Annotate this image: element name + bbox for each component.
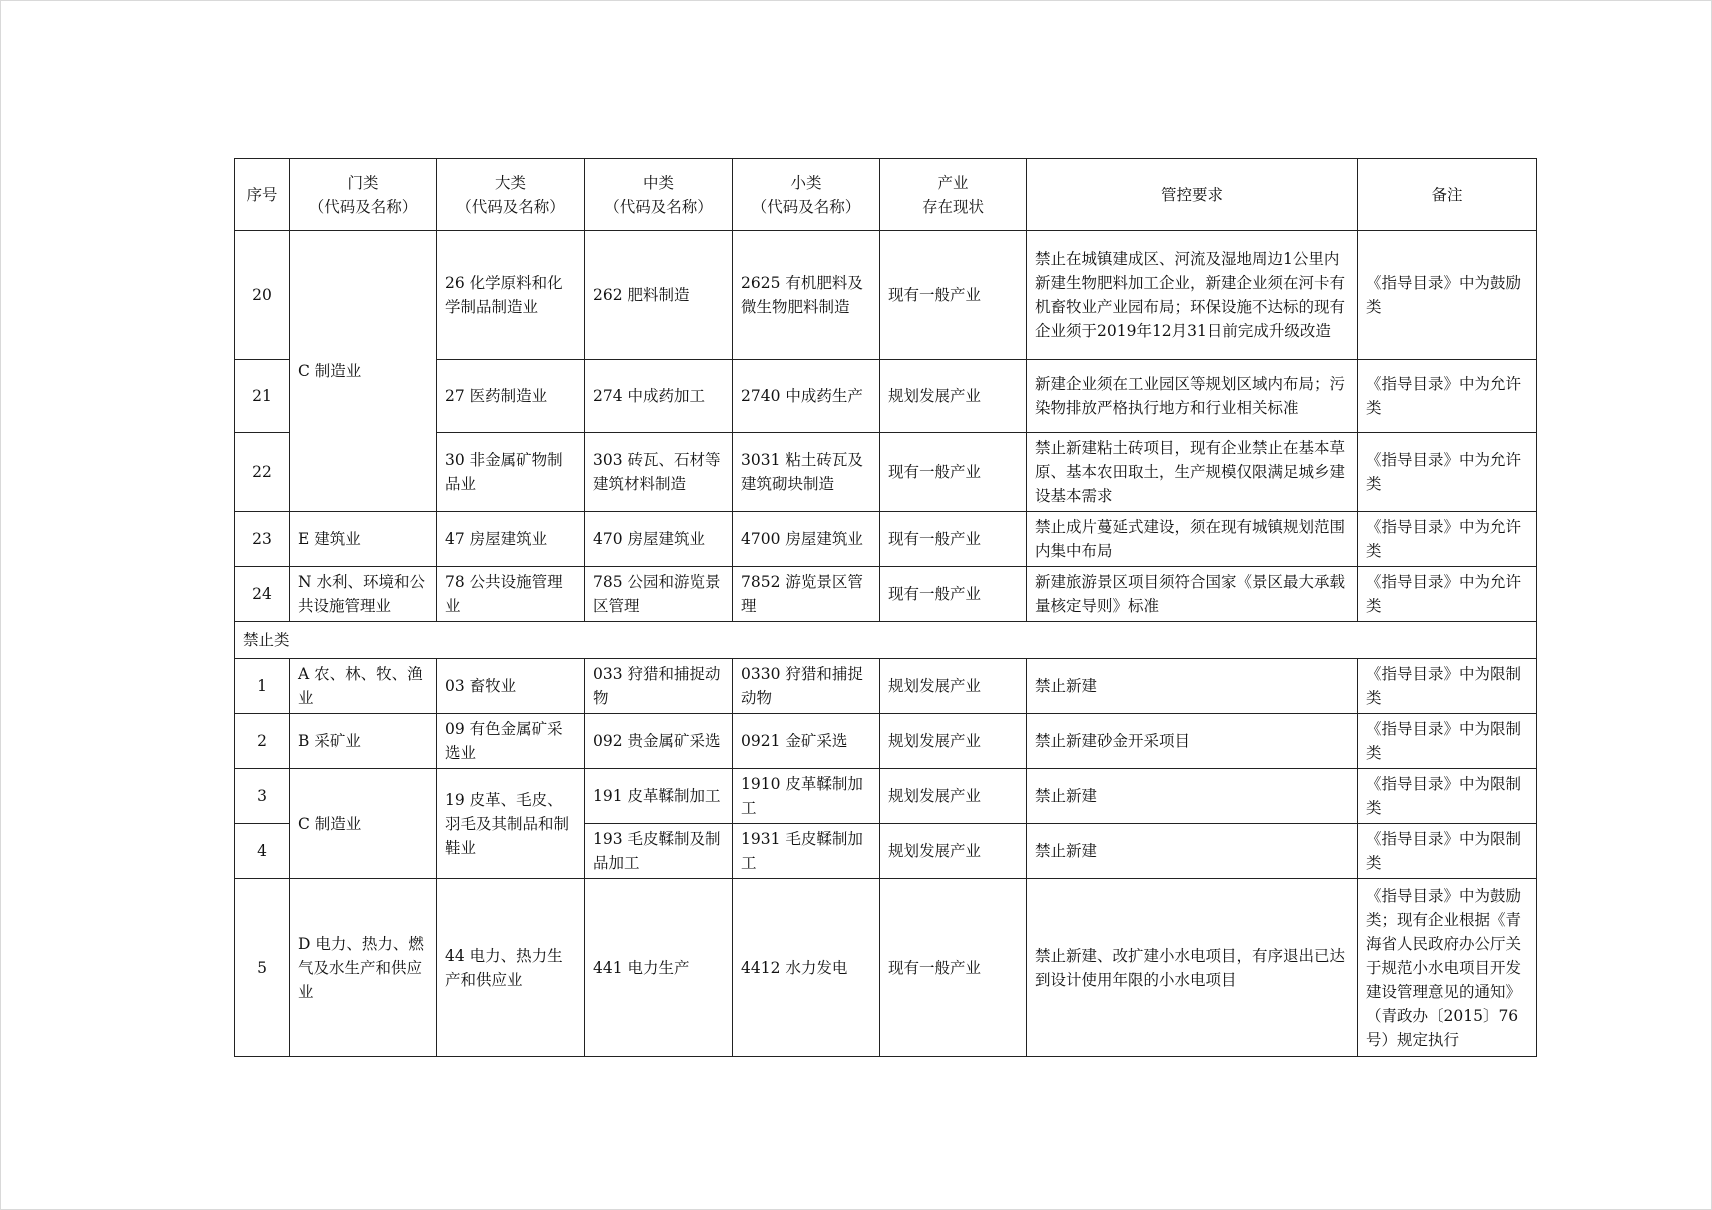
cell-da: 09 有色金属矿采选业 xyxy=(437,714,585,769)
cell-remark: 《指导目录》中为限制类 xyxy=(1358,714,1537,769)
cell-status: 现有一般产业 xyxy=(880,433,1027,512)
cell-status: 规划发展产业 xyxy=(880,769,1027,824)
cell-remark: 《指导目录》中为允许类 xyxy=(1358,433,1537,512)
cell-remark: 《指导目录》中为鼓励类；现有企业根据《青海省人民政府办公厅关于规范小水电项目开发建设管理意见的通知》（青政办〔2015〕76号）规定执行 xyxy=(1358,879,1537,1057)
cell-xiao: 3031 粘土砖瓦及建筑砌块制造 xyxy=(733,433,880,512)
section-row xyxy=(235,622,1537,659)
cell-xiao: 0330 狩猎和捕捉动物 xyxy=(733,659,880,714)
cell-xiao: 2740 中成药生产 xyxy=(733,360,880,433)
header-status: 产业 存在现状 xyxy=(880,159,1027,231)
header-remark: 备注 xyxy=(1358,159,1537,231)
cell-seq: 20 xyxy=(235,231,290,360)
cell-remark: 《指导目录》中为允许类 xyxy=(1358,512,1537,567)
cell-xiao: 1931 毛皮鞣制加工 xyxy=(733,824,880,879)
cell-men: E 建筑业 xyxy=(290,512,437,567)
cell-zhong: 441 电力生产 xyxy=(585,879,733,1057)
table-row xyxy=(235,567,1537,622)
cell-xiao: 4700 房屋建筑业 xyxy=(733,512,880,567)
cell-control: 禁止新建 xyxy=(1027,824,1358,879)
cell-da: 27 医药制造业 xyxy=(437,360,585,433)
cell-zhong: 274 中成药加工 xyxy=(585,360,733,433)
cell-zhong: 262 肥料制造 xyxy=(585,231,733,360)
cell-men: D 电力、热力、燃气及水生产和供应业 xyxy=(290,879,437,1057)
cell-remark: 《指导目录》中为限制类 xyxy=(1358,769,1537,824)
cell-xiao: 2625 有机肥料及微生物肥料制造 xyxy=(733,231,880,360)
table-row xyxy=(235,512,1537,567)
cell-status: 现有一般产业 xyxy=(880,567,1027,622)
cell-remark: 《指导目录》中为鼓励类 xyxy=(1358,231,1537,360)
table-row xyxy=(235,231,1537,360)
cell-control: 禁止在城镇建成区、河流及湿地周边1公里内新建生物肥料加工企业，新建企业须在河卡有机畜牧业产业园布局；环保设施不达标的现有企业须于2019年12月31日前完成升级改造 xyxy=(1027,231,1358,360)
header-xiao: 小类 （代码及名称） xyxy=(733,159,880,231)
header-zhong: 中类 （代码及名称） xyxy=(585,159,733,231)
cell-status: 现有一般产业 xyxy=(880,231,1027,360)
cell-seq: 1 xyxy=(235,659,290,714)
cell-status: 规划发展产业 xyxy=(880,659,1027,714)
header-men: 门类 （代码及名称） xyxy=(290,159,437,231)
cell-remark: 《指导目录》中为允许类 xyxy=(1358,360,1537,433)
cell-zhong: 303 砖瓦、石材等建筑材料制造 xyxy=(585,433,733,512)
cell-da: 19 皮革、毛皮、羽毛及其制品和制鞋业 xyxy=(437,769,585,879)
cell-men: C 制造业 xyxy=(290,769,437,879)
cell-status: 现有一般产业 xyxy=(880,879,1027,1057)
cell-control: 禁止新建粘土砖项目，现有企业禁止在基本草原、基本农田取土，生产规模仅限满足城乡建设基本需求 xyxy=(1027,433,1358,512)
cell-xiao: 4412 水力发电 xyxy=(733,879,880,1057)
table-row xyxy=(235,879,1537,1057)
cell-da: 26 化学原料和化学制品制造业 xyxy=(437,231,585,360)
cell-control: 禁止新建、改扩建小水电项目，有序退出已达到设计使用年限的小水电项目 xyxy=(1027,879,1358,1057)
cell-control: 新建企业须在工业园区等规划区域内布局；污染物排放严格执行地方和行业相关标准 xyxy=(1027,360,1358,433)
cell-zhong: 785 公园和游览景区管理 xyxy=(585,567,733,622)
cell-control: 禁止新建砂金开采项目 xyxy=(1027,714,1358,769)
cell-zhong: 193 毛皮鞣制及制品加工 xyxy=(585,824,733,879)
cell-remark: 《指导目录》中为限制类 xyxy=(1358,659,1537,714)
cell-control: 禁止新建 xyxy=(1027,659,1358,714)
cell-control: 禁止成片蔓延式建设，须在现有城镇规划范围内集中布局 xyxy=(1027,512,1358,567)
cell-da: 30 非金属矿物制品业 xyxy=(437,433,585,512)
cell-seq: 4 xyxy=(235,824,290,879)
cell-zhong: 470 房屋建筑业 xyxy=(585,512,733,567)
cell-xiao: 0921 金矿采选 xyxy=(733,714,880,769)
cell-seq: 3 xyxy=(235,769,290,824)
header-da: 大类 （代码及名称） xyxy=(437,159,585,231)
cell-seq: 2 xyxy=(235,714,290,769)
cell-da: 47 房屋建筑业 xyxy=(437,512,585,567)
cell-seq: 5 xyxy=(235,879,290,1057)
table-header-row xyxy=(235,159,1537,231)
cell-da: 44 电力、热力生产和供应业 xyxy=(437,879,585,1057)
cell-seq: 22 xyxy=(235,433,290,512)
cell-status: 现有一般产业 xyxy=(880,512,1027,567)
cell-remark: 《指导目录》中为允许类 xyxy=(1358,567,1537,622)
header-control: 管控要求 xyxy=(1027,159,1358,231)
industry-control-table xyxy=(234,158,1537,1057)
cell-remark: 《指导目录》中为限制类 xyxy=(1358,824,1537,879)
section-prohibited: 禁止类 xyxy=(235,622,1537,659)
cell-men: B 采矿业 xyxy=(290,714,437,769)
cell-men: C 制造业 xyxy=(290,231,437,512)
cell-control: 禁止新建 xyxy=(1027,769,1358,824)
cell-da: 78 公共设施管理业 xyxy=(437,567,585,622)
cell-seq: 24 xyxy=(235,567,290,622)
table-row xyxy=(235,769,1537,824)
cell-zhong: 092 贵金属矿采选 xyxy=(585,714,733,769)
cell-seq: 23 xyxy=(235,512,290,567)
cell-zhong: 191 皮革鞣制加工 xyxy=(585,769,733,824)
table-row xyxy=(235,714,1537,769)
cell-da: 03 畜牧业 xyxy=(437,659,585,714)
cell-men: N 水利、环境和公共设施管理业 xyxy=(290,567,437,622)
cell-status: 规划发展产业 xyxy=(880,824,1027,879)
cell-control: 新建旅游景区项目须符合国家《景区最大承载量核定导则》标准 xyxy=(1027,567,1358,622)
cell-seq: 21 xyxy=(235,360,290,433)
cell-status: 规划发展产业 xyxy=(880,360,1027,433)
cell-xiao: 1910 皮革鞣制加工 xyxy=(733,769,880,824)
cell-xiao: 7852 游览景区管理 xyxy=(733,567,880,622)
table-row xyxy=(235,659,1537,714)
cell-status: 规划发展产业 xyxy=(880,714,1027,769)
cell-zhong: 033 狩猎和捕捉动物 xyxy=(585,659,733,714)
header-seq: 序号 xyxy=(235,159,290,231)
cell-men: A 农、林、牧、渔业 xyxy=(290,659,437,714)
